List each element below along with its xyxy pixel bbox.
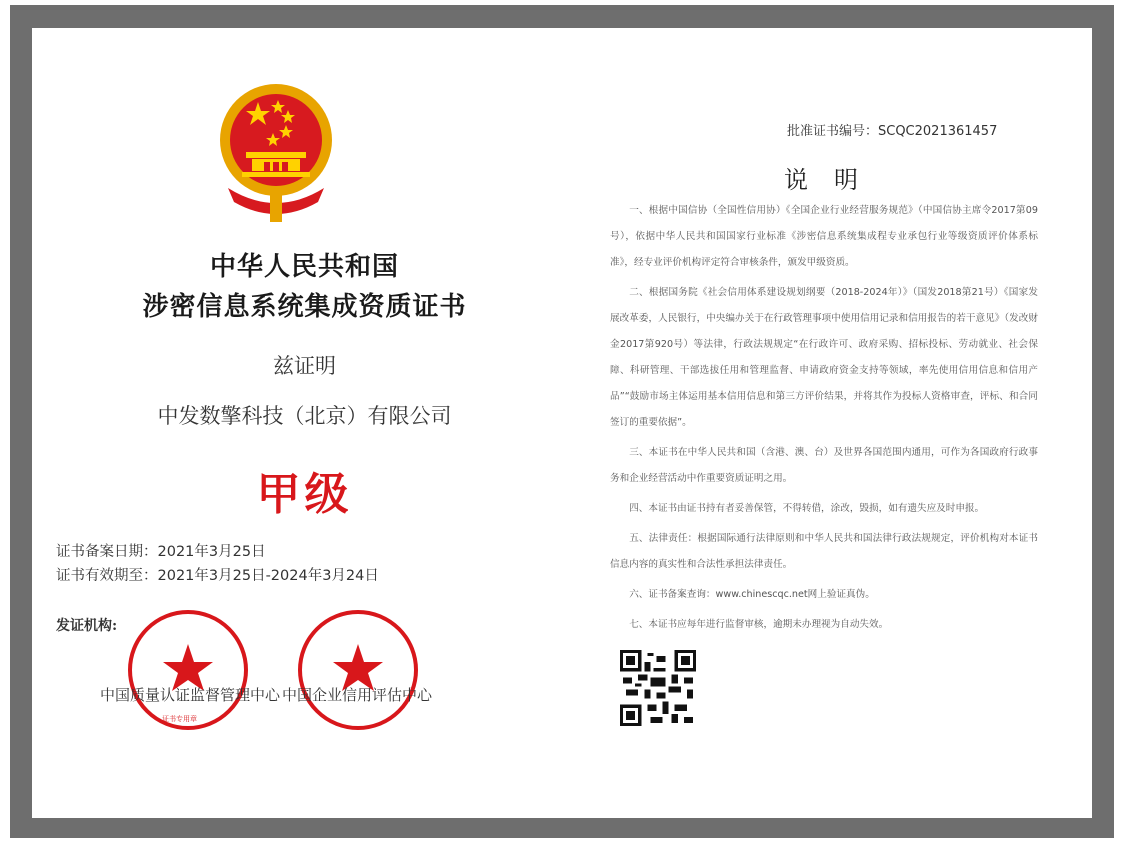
seal-bottom-text: 证书专用章 (162, 715, 197, 723)
company-name: 中发数擎科技（北京）有限公司 (157, 404, 452, 428)
national-emblem-icon (218, 78, 334, 224)
note-item: 六、证书备案查询：www.chinescqc.net网上验证真伪。 (629, 589, 875, 600)
notes-heading: 说明 (784, 166, 884, 194)
note-item: 二、根据国务院《社会信用体系建设规划纲要（2018-2024年）》（国发2018第21号）《国家发展改革委，人民银行，中央编办关于在行政管理事项中使用信用记录和信用报告的若干意见》（发改财金2017第920号）等法律，行政法规规定“在行政许可、政府采购、招标投标、劳动就业、社会保障、科研管理、干部选拔任用和管理监督、申请政府资金支持等领域，率先使用信用信息和信用产品”“鼓励市场主体运用基本信用信息和第三方评价结果，并将其作为投标人资格审查，评标、和合同签订的重要依据”。 (610, 287, 1038, 428)
certificate-page (32, 28, 1092, 818)
seal-stamp-icon (294, 606, 422, 734)
certificate-title: 涉密信息系统集成资质证书 (142, 292, 467, 322)
issuer-label: 发证机构: (56, 618, 118, 634)
attestation-text: 兹证明 (273, 354, 336, 378)
certificate-country: 中华人民共和国 (209, 252, 399, 282)
grade-level: 甲级 (256, 469, 353, 520)
note-item: 一、根据中国信协（全国性信用协）《全国企业行业经营服务规范》（中国信协主席令2017第09号），依据中华人民共和国国家行业标准《涉密信息系统集成程专业承包行业等级资质评价体系标准》，经专业评价机构评定符合审核条件，颁发甲级资质。 (610, 205, 1038, 268)
note-item: 五、法律责任：根据国际通行法律原则和中华人民共和国法律行政法规规定，评价机构对本证书信息内容的真实性和合法性承担法律责任。 (610, 533, 1038, 570)
issuer-name: 中国企业信用评估中心 (282, 686, 433, 704)
note-item: 三、本证书在中华人民共和国（含港、澳、台）及世界各国范围内通用，可作为各国政府行政事务和企业经营活动中作重要资质证明之用。 (610, 447, 1038, 484)
notes-list (610, 198, 1038, 642)
filing-date: 证书备案日期：2021年3月25日 (56, 544, 266, 560)
note-item: 七、本证书应每年进行监督审核，逾期未办理视为自动失效。 (629, 619, 889, 630)
certificate-number: 批准证书编号：SCQC2021361457 (787, 124, 998, 139)
validity-period: 证书有效期至：2021年3月25日-2024年3月24日 (56, 568, 379, 584)
qr-code-icon (620, 650, 696, 726)
issuer-name: 中国质量认证监督管理中心 (100, 686, 281, 704)
note-item: 四、本证书由证书持有者妥善保管，不得转借，涂改，毁损，如有遗失应及时申报。 (629, 503, 985, 514)
